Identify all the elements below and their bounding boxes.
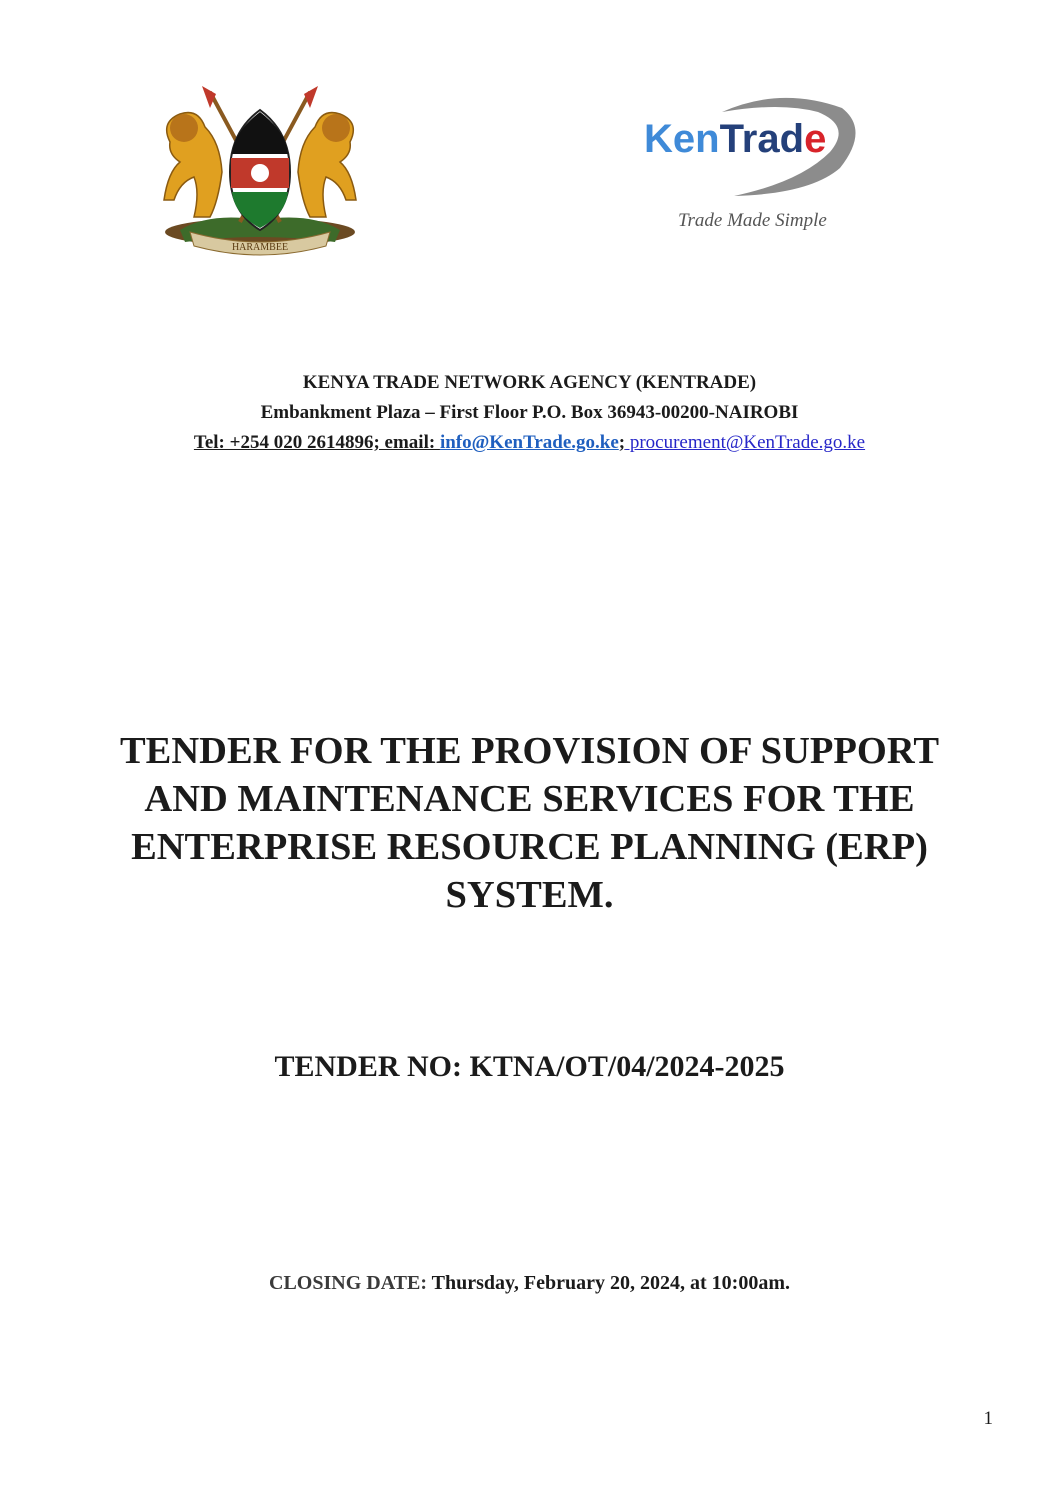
coat-motto: HARAMBEE	[231, 242, 289, 253]
closing-date-value: Thursday, February 20, 2024, at 10:00am.	[427, 1272, 790, 1294]
contact-phone-label: Tel: +254 020 2614896; email:	[193, 432, 440, 453]
title-line: ENTERPRISE RESOURCE PLANNING (ERP)	[131, 826, 928, 868]
logo-trade-e: e	[804, 117, 827, 161]
svg-text:KenTrade	[644, 117, 826, 161]
agency-contact	[0, 432, 1059, 454]
agency-address: Embankment Plaza – First Floor P.O. Box 36943-00200-NAIROBI	[260, 402, 799, 423]
logo-ken: Ken	[644, 117, 720, 161]
tender-number: TENDER NO: KTNA/OT/04/2024-2025	[274, 1050, 785, 1083]
logo-trade: Trad	[719, 117, 805, 161]
title-line: AND MAINTENANCE SERVICES FOR THE	[144, 778, 915, 820]
kentrade-logo	[630, 90, 870, 240]
title-line: TENDER FOR THE PROVISION OF SUPPORT	[119, 730, 939, 772]
tender-title	[0, 727, 1059, 919]
logo-tagline: Trade Made Simple	[678, 210, 827, 231]
closing-date-label: CLOSING DATE:	[269, 1272, 427, 1294]
closing-date	[0, 1272, 1059, 1295]
email-separator: ;	[618, 432, 626, 453]
email-procurement-link[interactable]: procurement@KenTrade.go.ke	[625, 432, 866, 453]
email-info-link[interactable]: info@KenTrade.go.ke	[439, 432, 619, 453]
agency-name: KENYA TRADE NETWORK AGENCY (KENTRADE)	[302, 372, 757, 393]
kenya-coat-of-arms-logo	[150, 82, 370, 262]
page-number: 1	[983, 1408, 993, 1429]
title-line: SYSTEM.	[445, 874, 614, 916]
